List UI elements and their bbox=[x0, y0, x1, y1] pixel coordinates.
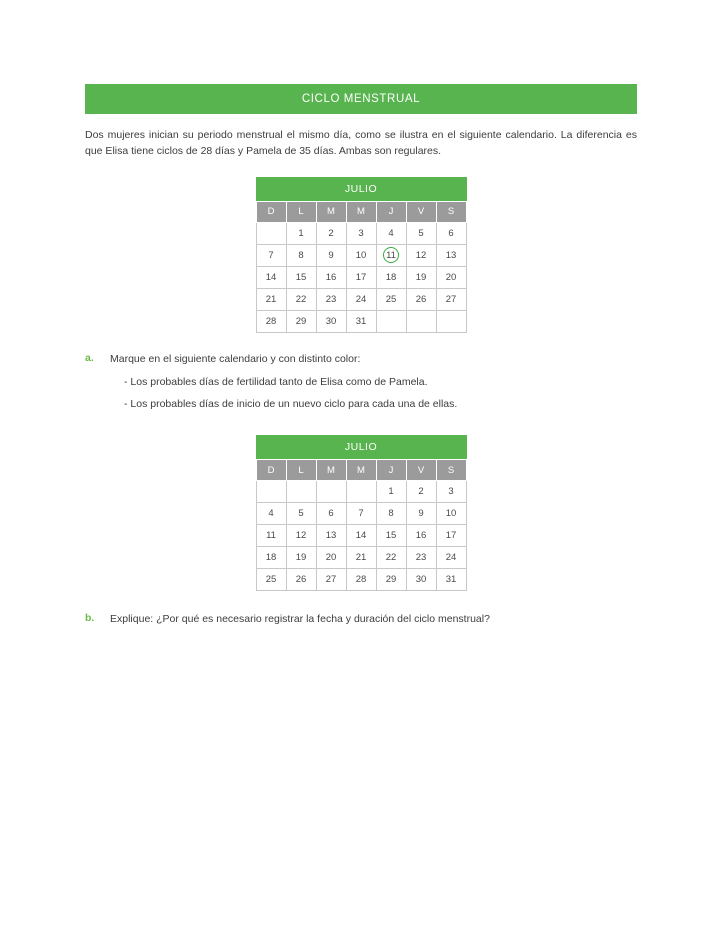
calendar-day: 3 bbox=[346, 222, 376, 244]
bullet-item: - Los probables días de fertilidad tanto de Elisa como de Pamela. bbox=[124, 375, 428, 388]
calendar-day: 5 bbox=[286, 503, 316, 525]
calendar-1 bbox=[256, 177, 467, 333]
calendar-day: 15 bbox=[376, 525, 406, 547]
document-content bbox=[85, 84, 637, 628]
calendar-day: 14 bbox=[346, 525, 376, 547]
calendar-week-row bbox=[256, 481, 466, 503]
calendar-day: 16 bbox=[316, 266, 346, 288]
calendar-week-row bbox=[256, 547, 466, 569]
calendar-week-row bbox=[256, 503, 466, 525]
calendar-day: 12 bbox=[286, 525, 316, 547]
calendar-day: 11 bbox=[256, 525, 286, 547]
question-b-letter: b. bbox=[85, 612, 95, 625]
weekday-header: D bbox=[256, 201, 286, 222]
calendar-day: 31 bbox=[436, 569, 466, 591]
calendar-day: 21 bbox=[346, 547, 376, 569]
bullet-item: - Los probables días de inicio de un nuevo ciclo para cada una de ellas. bbox=[124, 398, 458, 411]
calendar-day: 20 bbox=[316, 547, 346, 569]
weekday-header: M bbox=[346, 201, 376, 222]
calendar-day: 24 bbox=[436, 547, 466, 569]
calendar-day: 6 bbox=[316, 503, 346, 525]
calendar-day: 10 bbox=[436, 503, 466, 525]
page-title-bar bbox=[85, 84, 637, 114]
calendar-week-row bbox=[256, 569, 466, 591]
calendar-day: 28 bbox=[346, 569, 376, 591]
calendar-day: 12 bbox=[406, 244, 436, 266]
calendar-day: 2 bbox=[406, 481, 436, 503]
calendar-day: 17 bbox=[346, 266, 376, 288]
calendar-week-row bbox=[256, 310, 466, 332]
weekday-header: L bbox=[286, 201, 316, 222]
calendar-day: 27 bbox=[316, 569, 346, 591]
question-a-body bbox=[110, 351, 457, 419]
calendar-1-month: JULIO bbox=[256, 177, 467, 201]
calendar-week-row bbox=[256, 222, 466, 244]
calendar-2 bbox=[256, 435, 467, 591]
calendar-day-highlighted bbox=[376, 244, 406, 266]
calendar-day: 16 bbox=[406, 525, 436, 547]
calendar-day-empty bbox=[286, 481, 316, 503]
weekday-header: V bbox=[406, 460, 436, 481]
calendar-day: 4 bbox=[376, 222, 406, 244]
calendar-day: 23 bbox=[406, 547, 436, 569]
calendar-day: 13 bbox=[316, 525, 346, 547]
question-b-text: Explique: ¿Por qué es necesario registrar la fecha y duración del ciclo menstrual? bbox=[110, 613, 490, 626]
calendar-day: 8 bbox=[286, 244, 316, 266]
calendar-day: 14 bbox=[256, 266, 286, 288]
calendar-day: 24 bbox=[346, 288, 376, 310]
calendar-day: 18 bbox=[376, 266, 406, 288]
calendar-day: 20 bbox=[436, 266, 466, 288]
circled-day-marker: 11 bbox=[383, 247, 399, 263]
calendar-day: 7 bbox=[256, 244, 286, 266]
weekday-header: M bbox=[316, 201, 346, 222]
calendar-day: 1 bbox=[376, 481, 406, 503]
weekday-header: S bbox=[436, 201, 466, 222]
calendar-day-empty bbox=[346, 481, 376, 503]
calendar-day: 3 bbox=[436, 481, 466, 503]
calendar-day: 22 bbox=[286, 288, 316, 310]
question-a-text: Marque en el siguiente calendario y con distinto color: bbox=[110, 352, 361, 365]
calendar-day: 25 bbox=[376, 288, 406, 310]
calendar-day: 17 bbox=[436, 525, 466, 547]
calendar-day: 27 bbox=[436, 288, 466, 310]
weekday-header: S bbox=[436, 460, 466, 481]
calendar-day: 26 bbox=[406, 288, 436, 310]
calendar-day: 22 bbox=[376, 547, 406, 569]
calendar-day: 9 bbox=[406, 503, 436, 525]
calendar-day-empty bbox=[256, 481, 286, 503]
calendar-day-empty bbox=[316, 481, 346, 503]
calendar-day: 18 bbox=[256, 547, 286, 569]
calendar-day: 26 bbox=[286, 569, 316, 591]
calendar-day: 25 bbox=[256, 569, 286, 591]
question-b bbox=[85, 611, 637, 627]
calendar-day: 4 bbox=[256, 503, 286, 525]
calendar-day: 9 bbox=[316, 244, 346, 266]
calendar-day-empty bbox=[376, 310, 406, 332]
calendar-day: 6 bbox=[436, 222, 466, 244]
calendar-day: 13 bbox=[436, 244, 466, 266]
calendar-day: 8 bbox=[376, 503, 406, 525]
calendar-day: 30 bbox=[316, 310, 346, 332]
weekday-header: L bbox=[286, 460, 316, 481]
question-a bbox=[85, 351, 637, 419]
calendar-week-row bbox=[256, 244, 466, 266]
page-title: CICLO MENSTRUAL bbox=[301, 93, 421, 105]
calendar-day: 2 bbox=[316, 222, 346, 244]
calendar-day: 29 bbox=[286, 310, 316, 332]
calendar-week-row bbox=[256, 266, 466, 288]
calendar-2-month: JULIO bbox=[256, 435, 467, 459]
calendar-1-weekday-row bbox=[256, 201, 466, 222]
calendar-day-empty bbox=[436, 310, 466, 332]
weekday-header: D bbox=[256, 460, 286, 481]
calendar-day: 31 bbox=[346, 310, 376, 332]
calendar-day-empty bbox=[256, 222, 286, 244]
calendar-day: 28 bbox=[256, 310, 286, 332]
calendar-day: 7 bbox=[346, 503, 376, 525]
weekday-header: M bbox=[346, 460, 376, 481]
calendar-day: 19 bbox=[286, 547, 316, 569]
weekday-header: V bbox=[406, 201, 436, 222]
calendar-week-row bbox=[256, 525, 466, 547]
calendar-day: 1 bbox=[286, 222, 316, 244]
calendar-2-weekday-row bbox=[256, 460, 466, 481]
calendar-day: 21 bbox=[256, 288, 286, 310]
weekday-header: M bbox=[316, 460, 346, 481]
calendar-day: 15 bbox=[286, 266, 316, 288]
calendar-week-row bbox=[256, 288, 466, 310]
question-a-letter: a. bbox=[85, 351, 94, 364]
weekday-header: J bbox=[376, 201, 406, 222]
calendar-1-wrapper bbox=[85, 177, 637, 333]
intro-paragraph: Dos mujeres inician su periodo menstrual el mismo día, como se ilustra en el siguiente calendario. La diferencia es que Elisa tiene ciclos de 28 días y Pamela de 35 días. Ambas son regulares. bbox=[85, 129, 637, 158]
calendar-day: 5 bbox=[406, 222, 436, 244]
calendar-day: 10 bbox=[346, 244, 376, 266]
weekday-header: J bbox=[376, 460, 406, 481]
calendar-day: 29 bbox=[376, 569, 406, 591]
calendar-day: 30 bbox=[406, 569, 436, 591]
calendar-2-wrapper bbox=[85, 435, 637, 591]
calendar-day: 23 bbox=[316, 288, 346, 310]
calendar-day-empty bbox=[406, 310, 436, 332]
question-a-bullets bbox=[110, 374, 457, 413]
calendar-day: 19 bbox=[406, 266, 436, 288]
